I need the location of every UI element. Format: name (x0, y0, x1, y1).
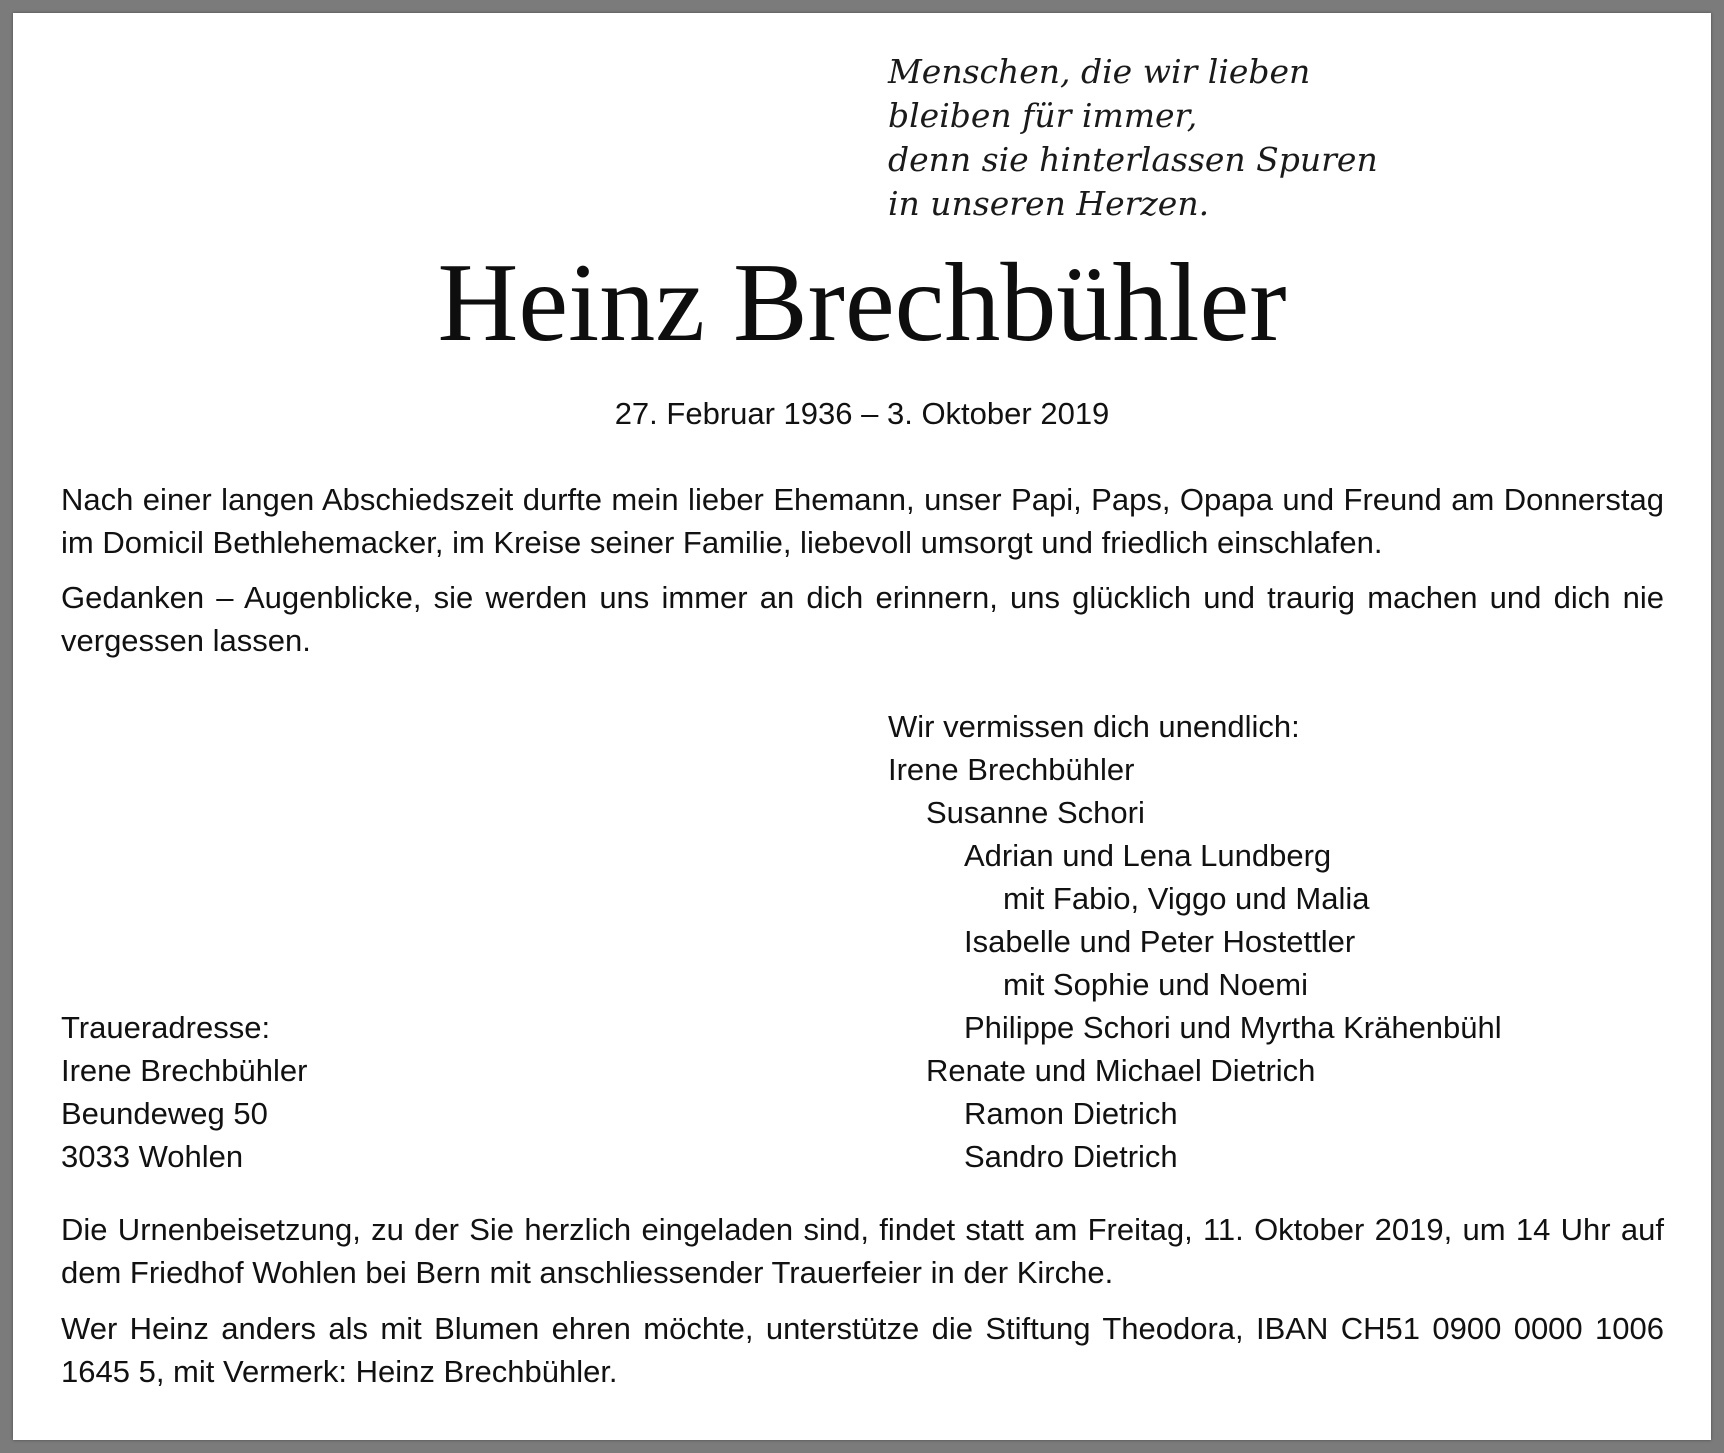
announcement-paragraph: Nach einer langen Abschiedszeit durfte mein lieber Ehemann, unser Papi, Paps, Opapa und Freund am Donnerstag im Domicil Bethlehemacker, im Kreise seiner Familie, liebevoll umsorgt und friedlich einschlafen. (61, 482, 1664, 560)
family-member: Sandro Dietrich (964, 1139, 1178, 1174)
family-member: mit Sophie und Noemi (1003, 967, 1308, 1002)
family-member: Ramon Dietrich (964, 1096, 1178, 1131)
motto-line: in unseren Herzen. (888, 184, 1210, 223)
motto-line: denn sie hinterlassen Spuren (888, 140, 1378, 179)
motto-line: bleiben für immer, (888, 96, 1198, 135)
deceased-name: Heinz Brechbühler (437, 241, 1287, 365)
mourning-address (61, 1006, 307, 1178)
motto-line: Menschen, die wir lieben (888, 52, 1311, 91)
ceremony-paragraph: Die Urnenbeisetzung, zu der Sie herzlich eingeladen sind, findet statt am Freitag, 11. Oktober 2019, um 14 Uhr auf dem Friedhof Wohlen bei Bern mit anschliessender Trauerfeier in der Kirche. (61, 1212, 1664, 1290)
family-member: Adrian und Lena Lundberg (964, 838, 1332, 873)
address-city: 3033 Wohlen (61, 1139, 244, 1174)
address-label: Traueradresse: (61, 1010, 271, 1045)
family-intro: Wir vermissen dich unendlich: (888, 709, 1300, 744)
family-member: Susanne Schori (926, 795, 1145, 830)
family-member: Philippe Schori und Myrtha Krähenbühl (964, 1010, 1502, 1045)
family-list (888, 705, 1502, 1178)
family-member: Renate und Michael Dietrich (926, 1053, 1316, 1088)
life-dates: 27. Februar 1936 – 3. Oktober 2019 (614, 396, 1110, 431)
family-member: mit Fabio, Viggo und Malia (1003, 881, 1370, 916)
motto-quote (888, 50, 1378, 226)
donation-paragraph: Wer Heinz anders als mit Blumen ehren möchte, unterstütze die Stiftung Theodora, IBAN CH51 0900 0000 1006 1645 5, mit Vermerk: Heinz Brechbühler. (61, 1311, 1664, 1389)
address-name: Irene Brechbühler (61, 1053, 308, 1088)
address-street: Beundeweg 50 (61, 1096, 268, 1131)
family-member: Isabelle und Peter Hostettler (964, 924, 1356, 959)
family-member: Irene Brechbühler (888, 752, 1135, 787)
memory-paragraph: Gedanken – Augenblicke, sie werden uns immer an dich erinnern, uns glücklich und traurig machen und dich nie vergessen lassen. (61, 580, 1664, 658)
